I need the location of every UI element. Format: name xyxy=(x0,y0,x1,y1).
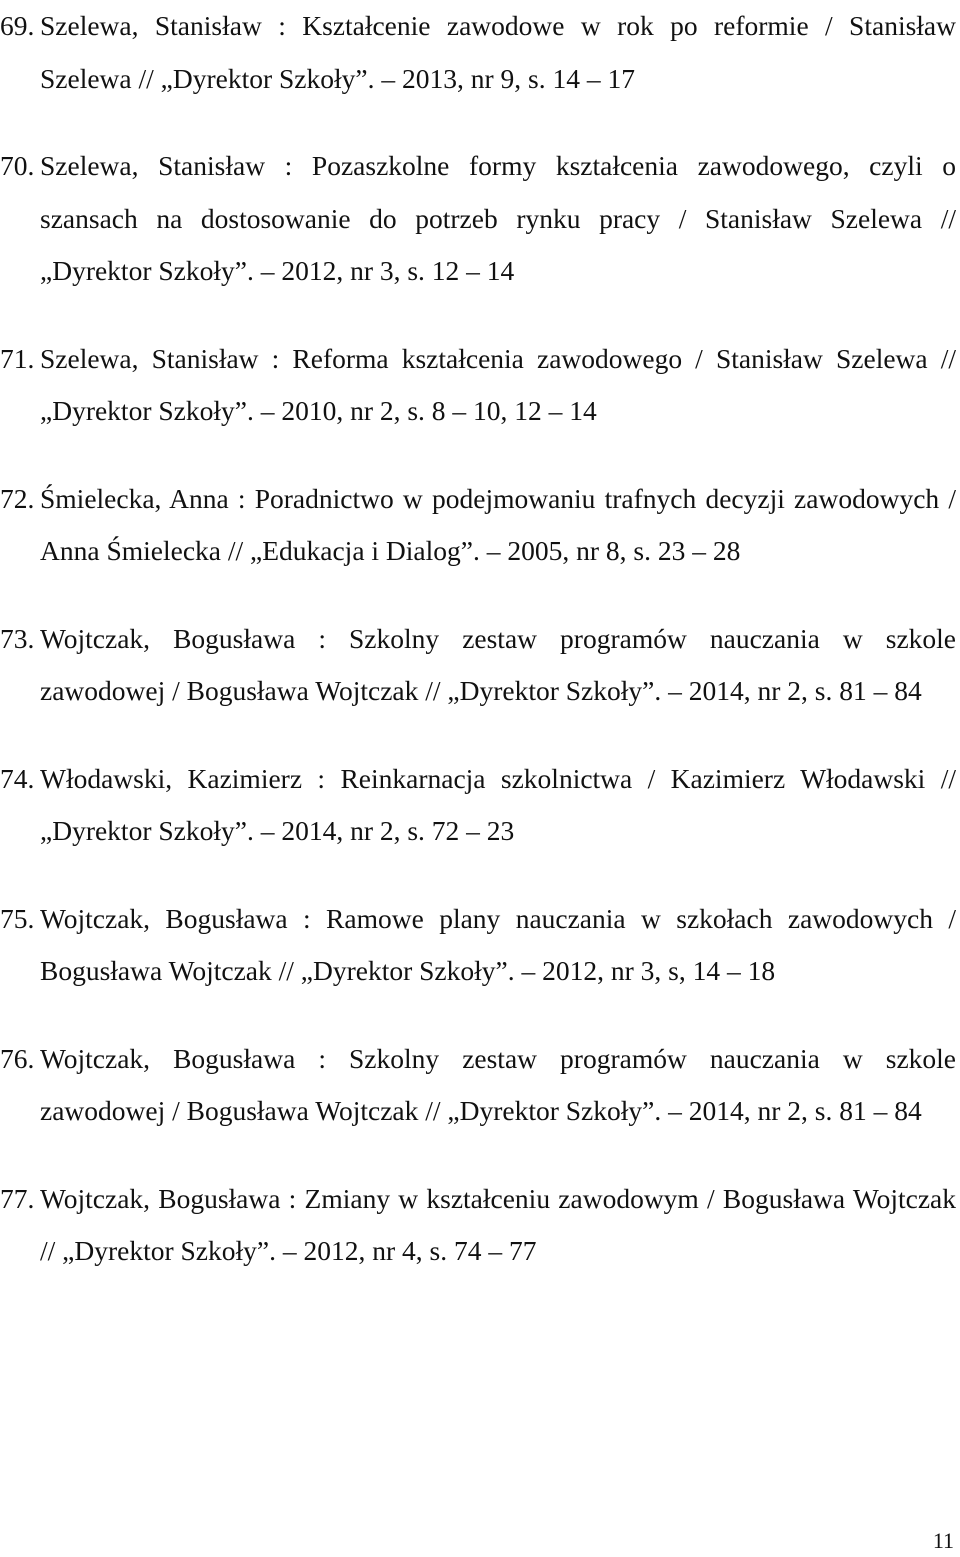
bibliography-entry-70 xyxy=(0,140,960,298)
entry-text: Wojtczak, Bogusława : Zmiany w kształceniu zawodowym / Bogusława Wojtczak // „Dyrektor Szkoły”. – 2012, nr 4, s. 74 – 77 xyxy=(40,1182,956,1266)
page-number: 11 xyxy=(932,1528,954,1553)
entry-number: 71. xyxy=(0,342,35,374)
entry-text: Szelewa, Stanisław : Pozaszkolne formy kształcenia zawodowego, czyli o szansach na dostosowanie do potrzeb rynku pracy / Stanisław Szelewa // „Dyrektor Szkoły”. – 2012, nr 3, s. 12 – 14 xyxy=(40,150,956,286)
entry-number: 73. xyxy=(0,622,35,654)
bibliography-entry-74 xyxy=(0,753,960,858)
entry-number: 76. xyxy=(0,1042,35,1074)
entry-text: Wojtczak, Bogusława : Szkolny zestaw programów nauczania w szkole zawodowej / Bogusława Wojtczak // „Dyrektor Szkoły”. – 2014, nr 2, s. 81 – 84 xyxy=(40,1042,956,1126)
bibliography-entry-73 xyxy=(0,613,960,718)
entry-text: Włodawski, Kazimierz : Reinkarnacja szkolnictwa / Kazimierz Włodawski // „Dyrektor Szkoły”. – 2014, nr 2, s. 72 – 23 xyxy=(40,762,956,846)
bibliography-entry-77 xyxy=(0,1173,960,1278)
entry-number: 70. xyxy=(0,150,35,181)
bibliography-entry-72 xyxy=(0,473,960,578)
entry-number: 74. xyxy=(0,762,35,794)
bibliography-entry-76 xyxy=(0,1033,960,1138)
entry-text: Szelewa, Stanisław : Kształcenie zawodowe w rok po reformie / Stanisław Szelewa // „Dyrektor Szkoły”. – 2013, nr 9, s. 14 – 17 xyxy=(40,10,956,94)
entry-text: Szelewa, Stanisław : Reforma kształcenia zawodowego / Stanisław Szelewa // „Dyrektor Szkoły”. – 2010, nr 2, s. 8 – 10, 12 – 14 xyxy=(40,342,956,426)
entry-number: 75. xyxy=(0,902,35,934)
entry-text: Wojtczak, Bogusława : Ramowe plany nauczania w szkołach zawodowych / Bogusława Wojtczak // „Dyrektor Szkoły”. – 2012, nr 3, s, 14 – 18 xyxy=(40,902,956,986)
entry-text: Wojtczak, Bogusława : Szkolny zestaw programów nauczania w szkole zawodowej / Bogusława Wojtczak // „Dyrektor Szkoły”. – 2014, nr 2, s. 81 – 84 xyxy=(40,622,956,706)
entry-number: 72. xyxy=(0,482,35,514)
entry-number: 77. xyxy=(0,1182,35,1214)
entry-number: 69. xyxy=(0,10,35,41)
bibliography-entry-71 xyxy=(0,333,960,438)
bibliography-entry-69 xyxy=(0,0,960,105)
entry-text: Śmielecka, Anna : Poradnictwo w podejmowaniu trafnych decyzji zawodowych / Anna Śmielecka // „Edukacja i Dialog”. – 2005, nr 8, s. 23 – 28 xyxy=(40,482,956,566)
bibliography-entry-75 xyxy=(0,893,960,998)
